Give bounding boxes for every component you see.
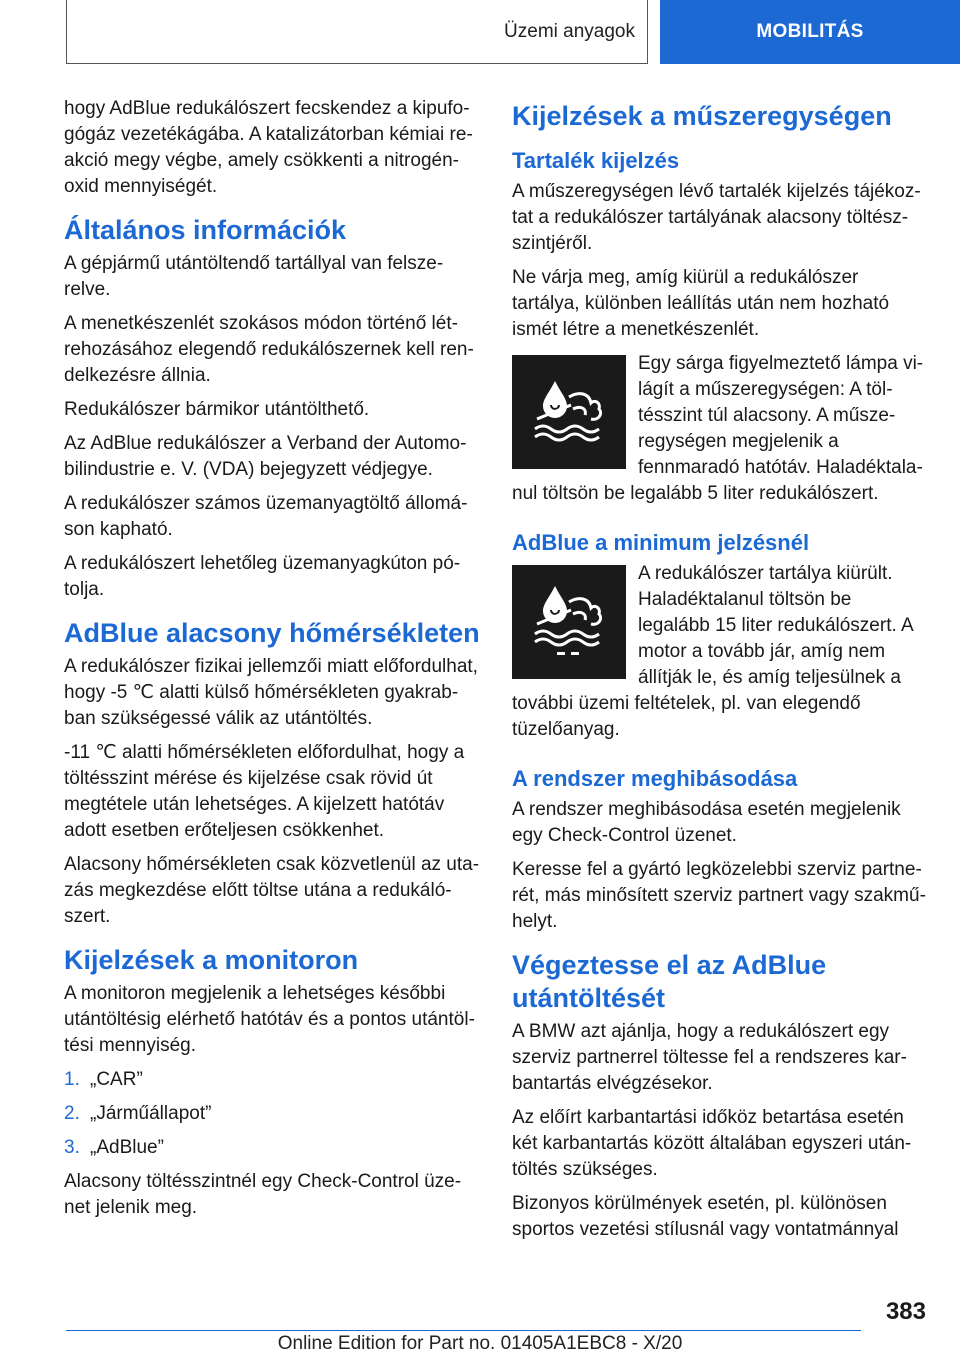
heading-system-fault: A rendszer meghibásodása — [512, 766, 798, 791]
header-chapter-tab[interactable]: MOBILITÁS — [660, 0, 960, 64]
paragraph: A BMW azt ajánlja, hogy a redukálószert egy szerviz partnerrel töltesse fel a rendszeres karbantartás elvégzésekor. — [512, 1021, 907, 1094]
intro-paragraph: hogy AdBlue redukálószert fecskendez a kipufogógáz vezetékágába. A katalizátorban kémiai reakció megy végbe, amely csökkenti a nitrogénoxid mennyiségét. — [64, 98, 473, 197]
right-column — [512, 96, 928, 1251]
menu-path-list — [64, 1067, 480, 1161]
header-section-title: Üzemi anyagok — [66, 0, 648, 64]
paragraph: A monitoron megjelenik a lehetséges későbbi utántöltésig elérhető hatótáv és a pontos utántöltési mennyiség. — [64, 983, 475, 1056]
paragraph: A redukálószer tartálya kiürült. Haladéktalanul töltsön be legalább 15 liter redukálószert. A motor a tovább jár, amíg nem állítják le, és amíg teljesülnek a további üzemi feltételek, pl. van elegendő tüzelőanyag. — [512, 563, 913, 740]
paragraph: A műszeregységen lévő tartalék kijelzés tájékoztat a redukálószer tartályának alacsony töltészszintjéről. — [512, 181, 921, 254]
paragraph: Alacsony töltésszintnél egy Check-Control üzenet jelenik meg. — [64, 1171, 462, 1218]
footer-divider — [66, 1330, 861, 1331]
list-number: 1. — [64, 1069, 80, 1090]
left-column — [64, 96, 480, 1229]
heading-low-temperature: AdBlue alacsony hőmérsékleten — [64, 618, 480, 648]
list-item — [64, 1067, 480, 1093]
list-text: „Járműállapot” — [90, 1103, 212, 1124]
paragraph: A redukálószer számos üzemanyagtöltő állomáson kapható. — [64, 493, 468, 540]
list-number: 2. — [64, 1103, 80, 1124]
heading-adblue-refill: Végeztesse el az AdBlue utántöltését — [512, 950, 827, 1013]
paragraph: Bizonyos körülmények esetén, pl. különösen sportos vezetési stílusnál vagy vontatmánnyal — [512, 1193, 899, 1240]
heading-reserve-display: Tartalék kijelzés — [512, 148, 680, 173]
paragraph: Keresse fel a gyártó legközelebbi szerviz partnerét, más minősített szerviz partnert vagy szakműhelyt. — [512, 859, 926, 932]
paragraph: A rendszer meghibásodása esetén megjelenik egy Check-Control üzenet. — [512, 799, 901, 846]
list-text: „AdBlue” — [90, 1137, 164, 1158]
paragraph: Az előírt karbantartási időköz betartása esetén két karbantartás között általában egyszeri utántöltés szükséges. — [512, 1107, 912, 1180]
list-text: „CAR” — [90, 1069, 143, 1090]
list-item — [64, 1135, 480, 1161]
list-item — [64, 1101, 480, 1127]
heading-minimum-display: AdBlue a minimum jelzésnél — [512, 530, 810, 555]
page-number: 383 — [885, 1298, 926, 1325]
adblue-empty-icon — [512, 565, 626, 679]
paragraph: Ne várja meg, amíg kiürül a redukálószer tartálya, különben leállítás után nem hozható ismét létre a menetkészenlét. — [512, 267, 890, 340]
paragraph: A menetkészenlét szokásos módon történő létrehozásához elegendő redukálószernek kell rendelkezésre állnia. — [64, 313, 474, 386]
heading-cluster-displays: Kijelzések a műszeregységen — [512, 101, 892, 131]
adblue-warning-icon — [512, 355, 626, 469]
footer-edition: Online Edition for Part no. 01405A1EBC8 - X/20 — [277, 1333, 683, 1354]
list-number: 3. — [64, 1137, 80, 1158]
paragraph: -11 ℃ alatti hőmérsékleten előfordulhat, hogy a töltésszint mérése és kijelzése csak rövid út megtétele után lehetséges. A kijelzett hatótáv adott esetben erőteljesen csökkenhet. — [64, 742, 465, 841]
heading-general-info: Általános információk — [64, 215, 347, 245]
paragraph: A redukálószer fizikai jellemzői miatt előfordulhat, hogy -5 ℃ alatti külső hőmérsékleten gyakrabban szükségessé válik az utántöltés. — [64, 656, 478, 729]
paragraph: A redukálószert lehetőleg üzemanyagkúton pótolja. — [64, 553, 461, 600]
paragraph: A gépjármű utántöltendő tartállyal van felszerelve. — [64, 253, 444, 300]
paragraph: Redukálószer bármikor utántölthető. — [64, 399, 370, 420]
paragraph: Egy sárga figyelmeztető lámpa világít a műszeregységen: A töltésszint túl alacsony. A műszeregységen megjelenik a fennmaradó hatótáv. Haladéktalanul töltsön be legalább 5 liter redukálószert. — [512, 353, 924, 504]
heading-monitor-displays: Kijelzések a monitoron — [64, 945, 359, 975]
paragraph: Az AdBlue redukálószer a Verband der Automobilindustrie e. V. (VDA) bejegyzett védjegye. — [64, 433, 467, 480]
paragraph: Alacsony hőmérsékleten csak közvetlenül az utazás megkezdése előtt töltse utána a redukálószert. — [64, 854, 480, 927]
